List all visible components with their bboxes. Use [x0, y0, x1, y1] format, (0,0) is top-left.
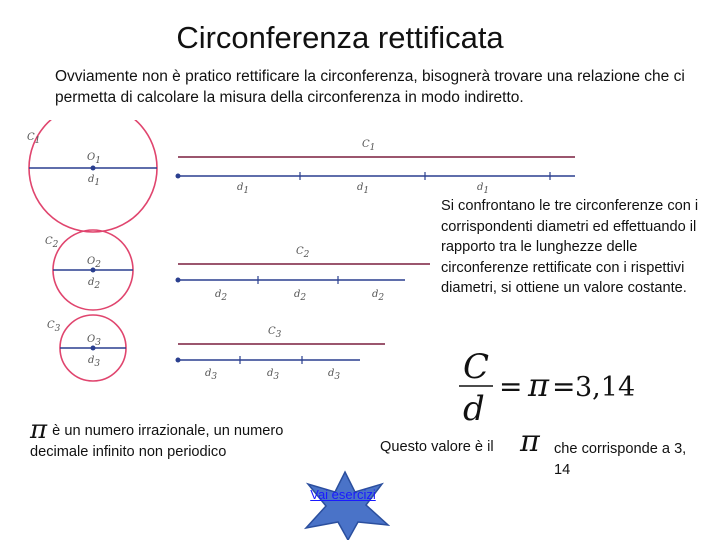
pi-formula — [455, 340, 645, 430]
formula-denominator: d — [463, 389, 485, 429]
pi-note — [30, 415, 330, 462]
exercise-link[interactable]: Vai esercizi — [310, 487, 376, 502]
circle-1 — [27, 120, 157, 232]
rectified-circumference-figure — [0, 120, 440, 390]
line-2-d-label-a: d2 — [215, 289, 228, 303]
center-3-label: O3 — [87, 334, 101, 348]
intro-paragraph: Ovviamente non è pratico rettificare la circonferenza, bisognerà trovare una relazione che ci permetta di calcolare la misura della circonferenza in modo indiretto. — [55, 68, 685, 106]
diameter-3-label: d3 — [88, 355, 101, 369]
formula-equals-2: = — [552, 370, 576, 403]
circle-3-label: C3 — [47, 320, 61, 334]
line-2-c-label: C2 — [296, 246, 310, 260]
line-3-d-label-b: d3 — [267, 368, 280, 382]
formula-numerator: C — [463, 347, 490, 387]
line-3-c-label: C3 — [268, 326, 282, 340]
formula-pi: π — [528, 366, 550, 404]
pi-symbol: π — [30, 415, 48, 445]
line-1-c-label: C1 — [362, 139, 376, 153]
line-1-d-label-a: d1 — [237, 182, 250, 196]
diameter-1-label: d1 — [88, 174, 101, 188]
page-title: Circonferenza rettificata — [176, 20, 504, 55]
diameter-2-label: d2 — [88, 277, 101, 291]
formula-value: 3,14 — [575, 372, 636, 403]
value-pi-symbol: π — [520, 424, 540, 459]
value-sentence-start: Questo valore è il — [380, 439, 494, 455]
rectified-line-3 — [176, 326, 386, 382]
circle-2-label: C2 — [45, 236, 59, 250]
line-3-d-label-c: d3 — [328, 368, 341, 382]
circle-1-label: C1 — [27, 132, 41, 146]
formula-equals-1: = — [499, 370, 523, 403]
line-2-d-label-c: d2 — [372, 289, 385, 303]
line-2-d-label-b: d2 — [294, 289, 307, 303]
line-1-d-label-c: d1 — [477, 182, 490, 196]
pi-note-text: è un numero irrazionale, un numero decimale infinito non periodico — [30, 423, 284, 460]
rectified-line-1-extension — [440, 140, 580, 200]
value-sentence-end: che corrisponde a 3, 14 — [554, 441, 687, 478]
rectified-line-2 — [176, 246, 431, 303]
exercise-star-button[interactable] — [300, 470, 390, 540]
circle-3 — [47, 315, 126, 381]
rectified-line-1 — [176, 139, 441, 196]
figure-description: Si confrontano le tre circonferenze con i corrispondenti diametri ed effettuando il rapporto tra le lunghezze delle circonferenze rettificate con i rispettivi diametri, si ottiene un valore costante. — [441, 198, 699, 297]
center-1-label: O1 — [87, 152, 101, 166]
circle-2 — [45, 230, 133, 310]
star-shape-icon — [306, 472, 388, 540]
line-1-d-label-b: d1 — [357, 182, 370, 196]
line-3-d-label-a: d3 — [205, 368, 218, 382]
center-2-label: O2 — [87, 256, 101, 270]
